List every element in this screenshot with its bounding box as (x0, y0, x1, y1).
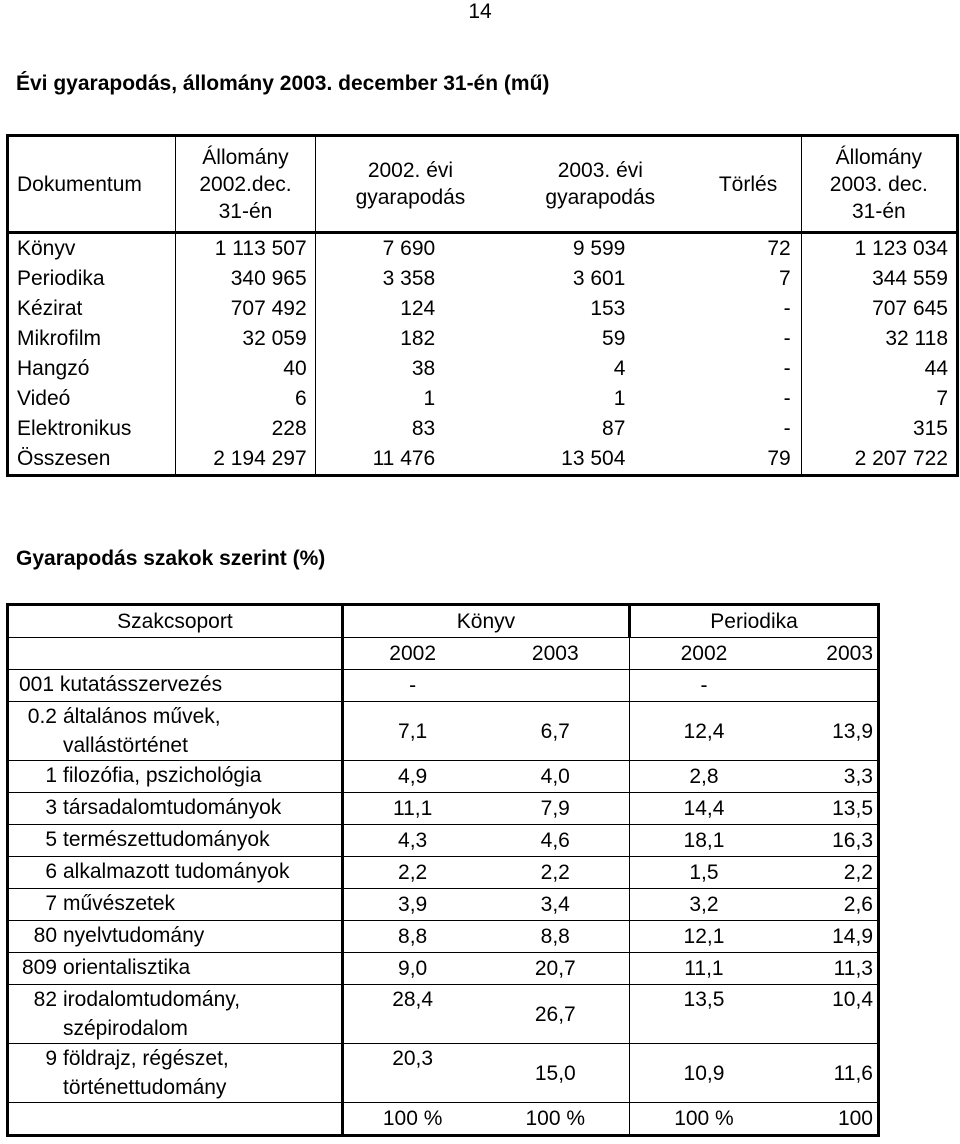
table-row (8, 1044, 879, 1103)
cell-value: - (783, 357, 791, 380)
value-cell: 3,3 (778, 761, 879, 793)
value-cell: 3,2 (630, 889, 778, 921)
header-book: Könyv (342, 605, 629, 638)
value-cell (481, 670, 629, 702)
cell-value: 7 690 (382, 237, 436, 260)
value-cell: 2,2 (481, 857, 629, 889)
header-subject-group: Szakcsoport (8, 605, 343, 638)
cell-value: - (783, 327, 791, 350)
value-cell: 3,9 (342, 889, 481, 921)
row-label: Periodika (8, 264, 176, 294)
subject-label: orientalisztika (63, 956, 191, 979)
page-number: 14 (468, 0, 492, 23)
table-header-row (8, 136, 958, 233)
subject-cell (8, 953, 343, 985)
row-label: Összesen (8, 444, 176, 476)
value-cell: 7,1 (342, 702, 481, 761)
cell-value: 344 559 (801, 264, 957, 294)
subject-label: filozófia, pszichológia (63, 764, 262, 787)
row-label: Kézirat (8, 294, 176, 324)
table-year-row (8, 638, 879, 670)
cell-value: 228 (176, 414, 315, 444)
cell-value: 1 (423, 387, 436, 410)
cell-value: 1 113 507 (176, 233, 315, 265)
value-cell: 9,0 (342, 953, 481, 985)
subject-cell (8, 1103, 343, 1136)
row-label: Hangzó (8, 354, 176, 384)
table-row (8, 702, 879, 761)
cell-value: 32 118 (801, 324, 957, 354)
value-cell: 13,5 (630, 985, 778, 1044)
cell-value: 182 (400, 327, 436, 350)
cell-value: 9 599 (572, 237, 626, 260)
cell-value: 1 (613, 387, 626, 410)
value-cell: 10,4 (778, 985, 879, 1044)
header-document: Dokumentum (8, 136, 176, 233)
subject-cell (8, 985, 343, 1044)
subject-code: 3 (45, 796, 57, 819)
table-row (8, 264, 958, 294)
cell-value: 153 (590, 297, 626, 320)
cell-value: 3 601 (572, 267, 626, 290)
value-cell: 4,3 (342, 825, 481, 857)
value-cell: 11,6 (778, 1044, 879, 1103)
table-row (8, 233, 958, 265)
value-cell: 8,8 (481, 921, 629, 953)
cell-value: 124 (400, 297, 436, 320)
value-cell: 26,7 (481, 985, 629, 1044)
value-cell: 16,3 (778, 825, 879, 857)
section-title-annual-growth: Évi gyarapodás, állomány 2003. december 31-én (mű) (16, 72, 550, 95)
value-cell: 13,9 (778, 702, 879, 761)
value-cell: 100 (837, 1107, 873, 1130)
subject-label: művészetek (63, 892, 176, 915)
subject-label: irodalomtudomány, szépirodalom (63, 988, 241, 1040)
subject-label: földrajz, régészet, történettudomány (63, 1047, 229, 1099)
cell-value: 11 476 (372, 447, 436, 470)
value-cell: 7,9 (481, 793, 629, 825)
subject-code: 0.2 (27, 705, 57, 728)
value-cell: 13,5 (778, 793, 879, 825)
cell-value: 87 (602, 417, 626, 440)
cell-value: 4 (613, 357, 626, 380)
value-cell: 20,3 (342, 1044, 481, 1103)
cell-value: 2 207 722 (801, 444, 957, 476)
subject-code: 7 (45, 892, 57, 915)
row-label: Könyv (8, 233, 176, 265)
subject-label: társadalomtudományok (63, 796, 282, 819)
header-stock-2002: Állomány 2002.dec. 31-én (176, 136, 315, 233)
value-cell (778, 670, 879, 702)
table-row (8, 294, 958, 324)
subject-label: nyelvtudomány (63, 924, 205, 947)
cell-value: 6 (176, 384, 315, 414)
subject-cell (8, 889, 343, 921)
value-cell: 2,2 (778, 857, 879, 889)
table-row (8, 889, 879, 921)
cell-value: 707 645 (801, 294, 957, 324)
value-cell: 100 % (481, 1103, 629, 1136)
row-label: Videó (8, 384, 176, 414)
value-cell: 2,6 (778, 889, 879, 921)
year-row-spacer (8, 638, 343, 670)
header-growth-2002: 2002. évi gyarapodás (315, 136, 505, 233)
table-row (8, 354, 958, 384)
annual-growth-table (6, 134, 959, 477)
value-cell: - (342, 670, 481, 702)
cell-value: - (783, 297, 791, 320)
growth-by-subject-table (6, 603, 880, 1137)
value-cell: 15,0 (481, 1044, 629, 1103)
table-row (8, 670, 879, 702)
subject-code: 6 (45, 860, 57, 883)
subject-label: alkalmazott tudományok (63, 860, 290, 883)
value-cell: 1,5 (630, 857, 778, 889)
subject-label: általános művek, vallástörténet (63, 705, 221, 757)
header-periodical: Periodika (630, 605, 879, 638)
cell-value: 13 504 (561, 447, 626, 470)
table-row (8, 1103, 879, 1136)
value-cell: 100 % (674, 1107, 734, 1130)
table-row (8, 825, 879, 857)
subject-cell (8, 921, 343, 953)
table-header-row (8, 605, 879, 638)
value-cell: 4,6 (481, 825, 629, 857)
year-book-2002: 2002 (342, 638, 481, 670)
table-row (8, 953, 879, 985)
value-cell: 11,1 (342, 793, 481, 825)
cell-value: 72 (767, 237, 791, 260)
subject-code: 80 (33, 924, 57, 947)
subject-cell (8, 857, 343, 889)
value-cell: 14,4 (630, 793, 778, 825)
value-cell: 12,4 (630, 702, 778, 761)
cell-value: 3 358 (382, 267, 436, 290)
table-row (8, 444, 958, 476)
table-row (8, 985, 879, 1044)
row-label: Mikrofilm (8, 324, 176, 354)
value-cell: 11,1 (630, 953, 778, 985)
subject-label: természettudományok (63, 828, 270, 851)
cell-value: 40 (176, 354, 315, 384)
value-cell: 4,0 (481, 761, 629, 793)
cell-value: 44 (801, 354, 957, 384)
year-periodical-2003: 2003 (778, 638, 879, 670)
value-cell: 18,1 (630, 825, 778, 857)
cell-value: 38 (411, 357, 436, 380)
value-cell: 28,4 (342, 985, 481, 1044)
cell-value: 83 (411, 417, 436, 440)
cell-value: 315 (801, 414, 957, 444)
header-stock-2003: Állomány 2003. dec. 31-én (801, 136, 957, 233)
table-row (8, 793, 879, 825)
value-cell: 2,8 (630, 761, 778, 793)
cell-value: 59 (602, 327, 626, 350)
value-cell: 14,9 (778, 921, 879, 953)
subject-cell (8, 1044, 343, 1103)
cell-value: 707 492 (176, 294, 315, 324)
subject-code: 809 (21, 956, 57, 979)
subject-label: 001 kutatásszervezés (19, 673, 223, 696)
value-cell: 6,7 (481, 702, 629, 761)
subject-code: 5 (45, 828, 57, 851)
value-cell: 100 % (382, 1107, 443, 1130)
subject-cell (8, 761, 343, 793)
subject-code: 1 (45, 764, 57, 787)
cell-value: - (783, 387, 791, 410)
cell-value: 7 (801, 384, 957, 414)
subject-code: 9 (45, 1047, 57, 1070)
table-row (8, 384, 958, 414)
value-cell: 3,4 (481, 889, 629, 921)
subject-cell (8, 825, 343, 857)
year-periodical-2002: 2002 (630, 638, 778, 670)
table-row (8, 857, 879, 889)
header-growth-2003: 2003. évi gyarapodás (505, 136, 695, 233)
subject-code: 82 (33, 988, 57, 1011)
value-cell: - (630, 670, 778, 702)
value-cell: 4,9 (342, 761, 481, 793)
table-row (8, 324, 958, 354)
cell-value: 2 194 297 (176, 444, 315, 476)
subject-cell (8, 702, 343, 761)
cell-value: 340 965 (176, 264, 315, 294)
row-label: Elektronikus (8, 414, 176, 444)
cell-value: - (783, 417, 791, 440)
cell-value: 32 059 (176, 324, 315, 354)
table-row (8, 921, 879, 953)
table-row (8, 761, 879, 793)
value-cell: 11,3 (778, 953, 879, 985)
table-row (8, 414, 958, 444)
header-deleted: Törlés (695, 136, 801, 233)
cell-value: 1 123 034 (801, 233, 957, 265)
year-book-2003: 2003 (481, 638, 629, 670)
section-title-growth-by-subject: Gyarapodás szakok szerint (%) (16, 547, 326, 570)
subject-cell (8, 793, 343, 825)
value-cell: 2,2 (342, 857, 481, 889)
cell-value: 79 (767, 447, 791, 470)
subject-cell (8, 670, 343, 702)
cell-value: 7 (778, 267, 791, 290)
value-cell: 12,1 (630, 921, 778, 953)
value-cell: 20,7 (481, 953, 629, 985)
value-cell: 10,9 (630, 1044, 778, 1103)
value-cell: 8,8 (342, 921, 481, 953)
